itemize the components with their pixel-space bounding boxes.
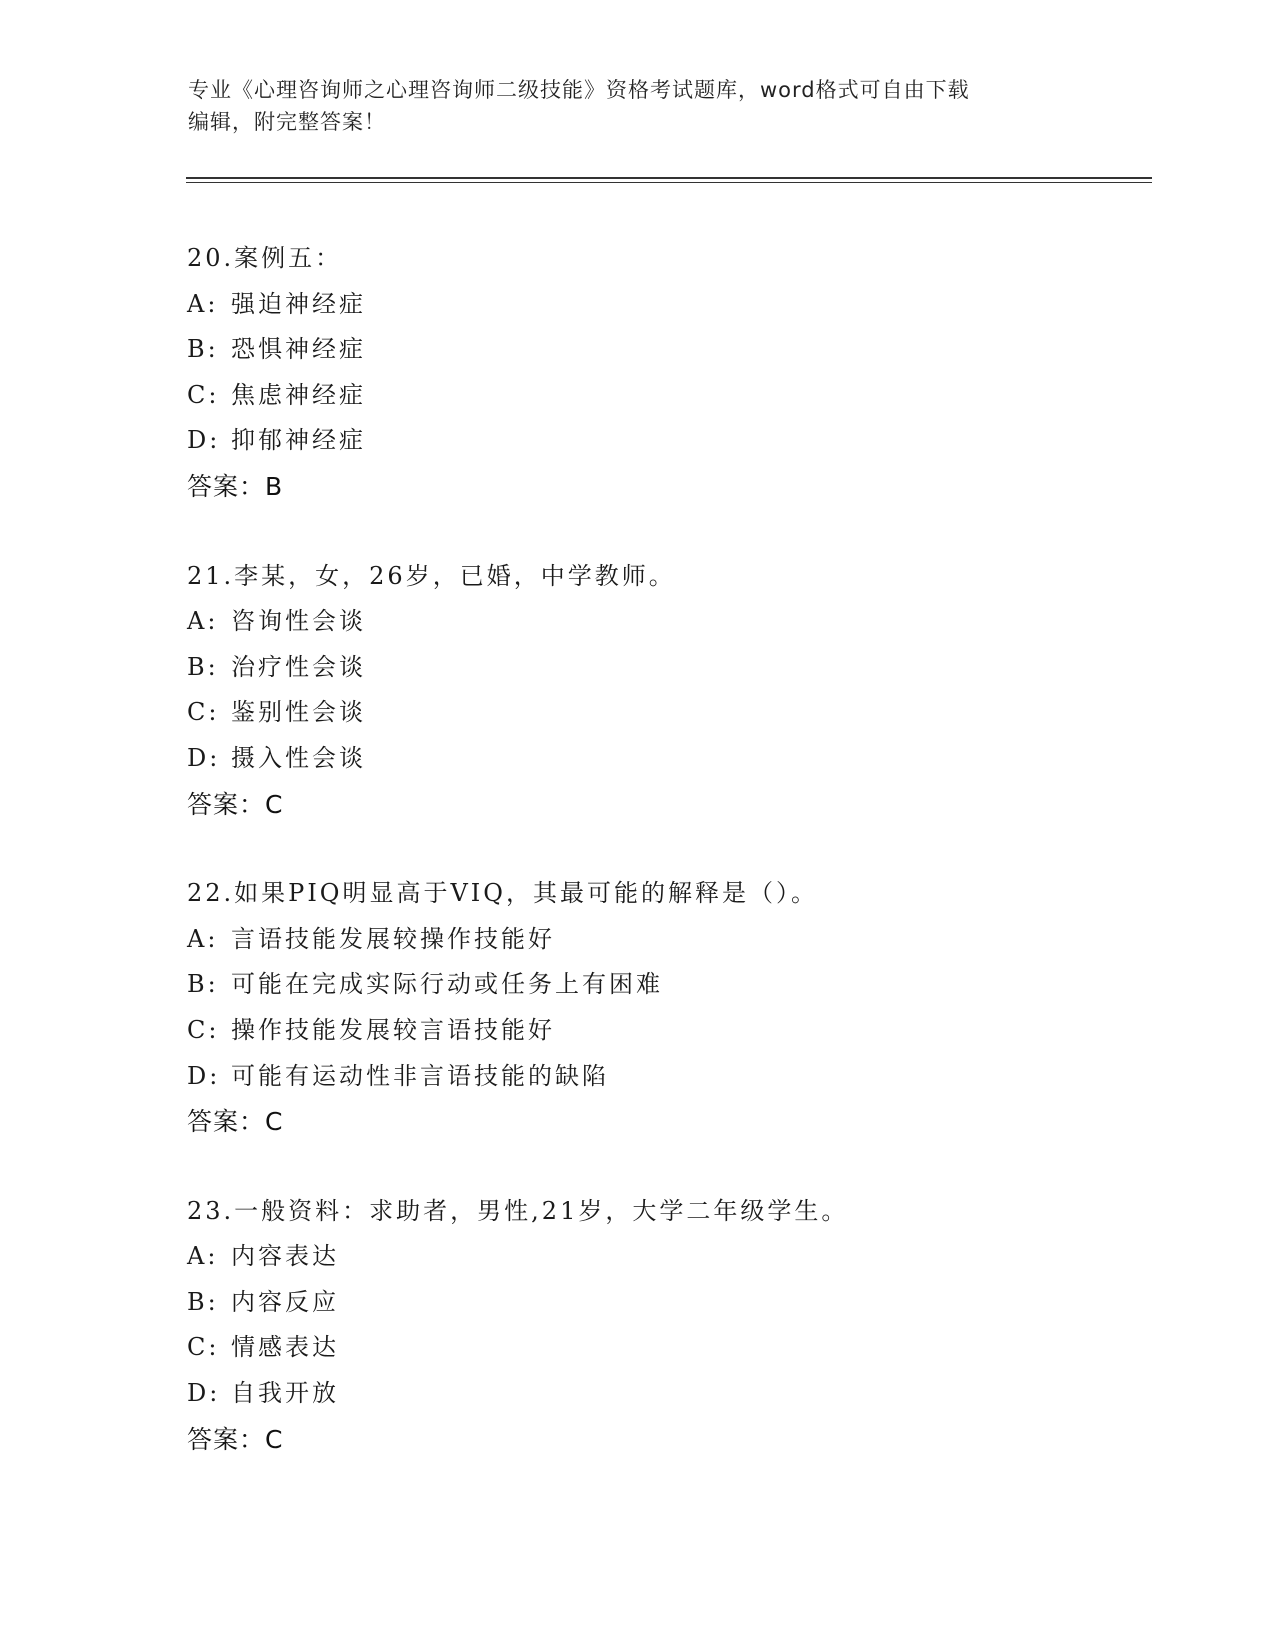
option-a xyxy=(187,917,1137,963)
question-list xyxy=(187,236,1137,1506)
question-22 xyxy=(187,871,1137,1145)
option-b xyxy=(187,962,1137,1008)
option-d xyxy=(187,1054,1137,1100)
question-stem: 23.一般资料：求助者，男性,21岁，大学二年级学生。 xyxy=(187,1196,849,1225)
option-text: 抑郁神经症 xyxy=(231,426,366,455)
option-c xyxy=(187,1325,1137,1371)
option-key: D: xyxy=(187,1379,221,1408)
option-key: A: xyxy=(187,924,219,953)
option-key: A: xyxy=(187,607,219,636)
option-text: 鉴别性会谈 xyxy=(231,698,366,727)
answer-line: 答案：B xyxy=(187,471,284,501)
question-21 xyxy=(187,554,1137,828)
option-text: 摄入性会谈 xyxy=(231,743,366,772)
option-key: A: xyxy=(187,1242,219,1271)
option-text: 恐惧神经症 xyxy=(231,335,366,364)
option-a xyxy=(187,1234,1137,1280)
option-c xyxy=(187,373,1137,419)
option-key: D: xyxy=(187,1061,221,1090)
option-key: D: xyxy=(187,426,221,455)
option-b xyxy=(187,327,1137,373)
option-key: C: xyxy=(187,698,220,727)
option-text: 操作技能发展较言语技能好 xyxy=(231,1015,555,1044)
option-text: 内容表达 xyxy=(231,1242,339,1271)
option-text: 言语技能发展较操作技能好 xyxy=(231,924,555,953)
answer-line: 答案：C xyxy=(187,789,284,819)
option-a xyxy=(187,599,1137,645)
option-d xyxy=(187,418,1137,464)
option-text: 自我开放 xyxy=(231,1379,339,1408)
option-d xyxy=(187,1371,1137,1417)
option-text: 内容反应 xyxy=(231,1287,339,1316)
option-key: B: xyxy=(187,970,219,999)
answer-line: 答案：C xyxy=(187,1107,284,1137)
option-text: 治疗性会谈 xyxy=(231,652,366,681)
header-line-1: 专业《心理咨询师之心理咨询师二级技能》资格考试题库，word格式可自由下载 xyxy=(188,78,970,102)
question-stem: 21.李某，女，26岁，已婚，中学教师。 xyxy=(187,561,676,590)
option-text: 咨询性会谈 xyxy=(231,607,366,636)
option-key: D: xyxy=(187,743,221,772)
option-key: C: xyxy=(187,1333,220,1362)
option-c xyxy=(187,690,1137,736)
header-divider-thin xyxy=(186,182,1152,183)
option-key: B: xyxy=(187,1287,219,1316)
question-20 xyxy=(187,236,1137,510)
option-key: B: xyxy=(187,335,219,364)
option-key: C: xyxy=(187,1015,220,1044)
option-key: B: xyxy=(187,652,219,681)
question-stem: 20.案例五： xyxy=(187,244,343,272)
document-header xyxy=(188,74,1088,138)
option-key: C: xyxy=(187,380,220,409)
question-23 xyxy=(187,1189,1137,1463)
option-text: 焦虑神经症 xyxy=(231,380,366,409)
option-text: 可能有运动性非言语技能的缺陷 xyxy=(231,1061,609,1090)
option-a xyxy=(187,282,1137,328)
option-text: 情感表达 xyxy=(231,1333,339,1362)
answer-line: 答案：C xyxy=(187,1424,284,1454)
option-text: 可能在完成实际行动或任务上有困难 xyxy=(231,970,663,999)
option-d xyxy=(187,736,1137,782)
option-key: A: xyxy=(187,289,219,318)
header-line-2: 编辑，附完整答案！ xyxy=(188,110,386,134)
header-divider-thick xyxy=(186,177,1152,179)
option-b xyxy=(187,1280,1137,1326)
option-b xyxy=(187,645,1137,691)
question-stem: 22.如果PIQ明显高于VIQ，其最可能的解释是（）。 xyxy=(187,879,818,908)
option-text: 强迫神经症 xyxy=(231,289,366,318)
option-c xyxy=(187,1008,1137,1054)
